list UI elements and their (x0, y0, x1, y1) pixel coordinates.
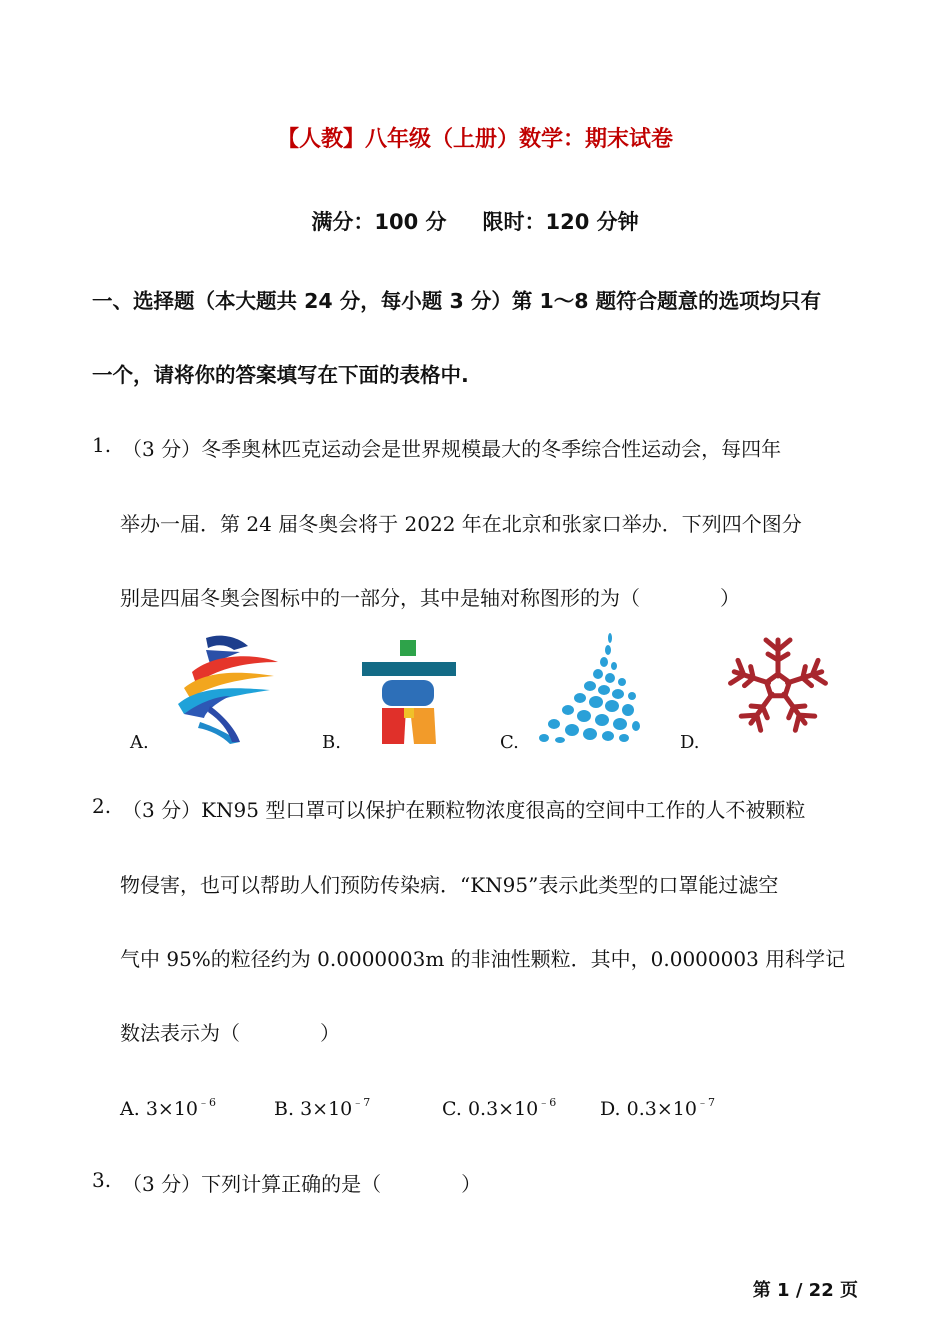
q2-choice-a-base: 3×10 (145, 1098, 198, 1120)
q2-choice-c-exponent: ﹣6 (538, 1096, 557, 1109)
q1-option-a-label: A. (130, 732, 149, 753)
q1-number: 1. (92, 433, 112, 457)
q2-choice-a (120, 1094, 216, 1120)
q2-choice-a-exponent: ﹣6 (198, 1096, 216, 1109)
q1-line2: 举办一届．第 24 届冬奥会将于 2022 年在北京和张家口举办．下列四个图分 (120, 512, 802, 536)
full-score: 满分：100 分 (311, 210, 447, 234)
q2-line4: 数法表示为（ ） (120, 1021, 340, 1045)
page-footer: 第 1 / 22 页 (752, 1280, 858, 1301)
q3-line1: （3 分）下列计算正确的是（ ） (122, 1172, 482, 1196)
q1-line1: （3 分）冬季奥林匹克运动会是世界规模最大的冬季综合性运动会，每四年 (122, 437, 782, 461)
q2-choice-b-base: 3×10 (300, 1098, 353, 1120)
torino-2006-dotted-peak-emblem-icon (538, 632, 642, 744)
page-title: 【人教】八年级（上册）数学：期末试卷 (276, 127, 673, 152)
q2-choice-d-label: D. (600, 1098, 621, 1120)
q2-line3: 气中 95%的粒径约为 0.0000003m 的非油性颗粒．其中，0.0000003 用科学记 (120, 947, 846, 971)
q2-choice-d (600, 1094, 715, 1120)
q1-line3: 别是四届冬奥会图标中的一部分，其中是轴对称图形的为（ ） (120, 586, 740, 610)
q2-choice-b-exponent: ﹣7 (352, 1096, 371, 1109)
q3-number: 3. (92, 1168, 112, 1192)
q1-option-c-label: C. (500, 732, 519, 753)
q2-choice-d-exponent: ﹣7 (696, 1096, 715, 1109)
q2-line2: 物侵害，也可以帮助人们预防传染病．“KN95”表示此类型的口罩能过滤空 (120, 873, 779, 897)
q2-choice-b-label: B. (274, 1098, 295, 1120)
q2-line1: （3 分）KN95 型口罩可以保护在颗粒物浓度很高的空间中工作的人不被颗粒 (122, 798, 806, 822)
section-heading-line1: 一、选择题（本大题共 24 分，每小题 3 分）第 1～8 题符合题意的选项均只有 (92, 289, 822, 313)
q2-choice-b (274, 1094, 370, 1120)
q2-choice-c-base: 0.3×10 (467, 1098, 539, 1120)
exam-info (0, 206, 950, 236)
q2-choice-a-label: A. (120, 1098, 140, 1120)
q1-option-d-label: D. (680, 732, 700, 753)
sapporo-snowflake-emblem-icon (722, 630, 834, 742)
q2-number: 2. (92, 794, 112, 818)
q2-choice-c-label: C. (442, 1098, 462, 1120)
time-limit: 限时：120 分钟 (482, 210, 639, 234)
q2-choice-d-base: 0.3×10 (626, 1098, 697, 1120)
q1-option-b-label: B. (322, 732, 341, 753)
vancouver-2010-inukshuk-emblem-icon (360, 636, 458, 746)
section-heading-line2: 一个，请将你的答案填写在下面的表格中. (92, 363, 469, 387)
q2-choice-c (442, 1094, 556, 1120)
beijing-2022-ribbon-emblem-icon (170, 632, 285, 744)
